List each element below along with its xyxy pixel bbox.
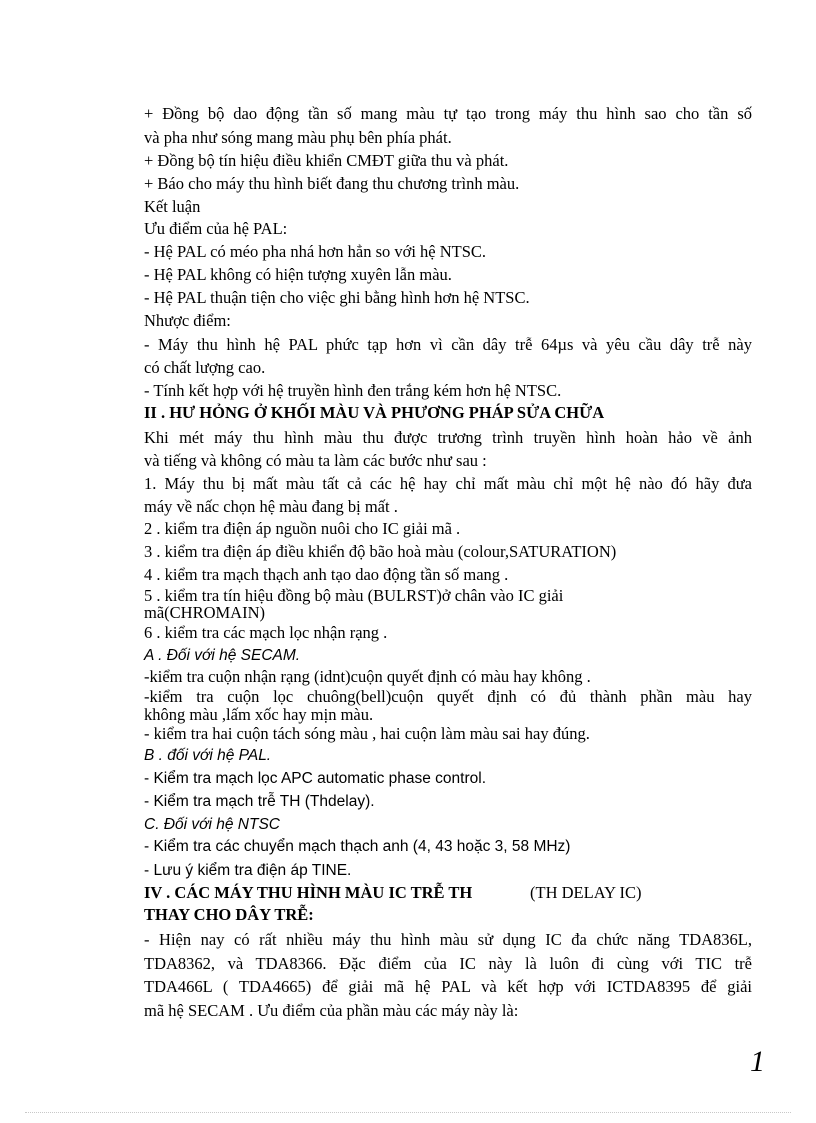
text-line: - Hệ PAL không có hiện tượng xuyên lẫn màu. [144, 265, 452, 284]
text-line: 5 . kiểm tra tín hiệu đồng bộ màu (BULRST)ở chân vào IC giải [144, 586, 564, 605]
text-line: máy về nấc chọn hệ màu đang bị mất . [144, 497, 398, 516]
text-line: TDA8362, và TDA8366. Đặc điểm của IC này là luôn đi cùng với TIC trễ [144, 954, 752, 973]
text-line: - Kiểm tra mạch trễ TH (Thdelay). [144, 793, 375, 810]
text-line: - Kiểm tra các chuyển mạch thạch anh (4, 43 hoặc 3, 58 MHz) [144, 838, 571, 855]
text-line: - Hiện nay có rất nhiều máy thu hình màu sử dụng IC đa chức năng TDA836L, [144, 930, 752, 949]
text-line: Ưu điểm của hệ PAL: [144, 219, 288, 238]
text-line: - Kiểm tra mạch lọc APC automatic phase control. [144, 770, 487, 787]
text-line: - kiểm tra hai cuộn tách sóng màu , hai cuộn làm màu sai hay đúng. [144, 724, 590, 743]
footer-rule [25, 1112, 791, 1113]
section-heading-suffix: (TH DELAY IC) [530, 883, 642, 902]
text-line: - Lưu ý kiểm tra điện áp TINE. [144, 862, 352, 879]
text-line: TDA466L ( TDA4665) để giải mã hệ PAL và kết hợp với ICTDA8395 để giải [144, 977, 752, 996]
text-line: mã hệ SECAM . Ưu điểm của phần màu các máy này là: [144, 1001, 519, 1020]
text-line: Kết luận [144, 197, 201, 216]
text-line: không màu ,lấm xốc hay mịn màu. [144, 705, 374, 724]
subheading: C. Đối với hệ NTSC [144, 816, 280, 833]
text-line: -kiểm tra cuộn lọc chuông(bell)cuộn quyết định có đủ thành phần màu hay [144, 687, 752, 706]
text-line: - Máy thu hình hệ PAL phức tạp hơn vì cần dây trễ 64µs và yêu cầu dây trễ này [144, 335, 752, 354]
text-line: - Hệ PAL có méo pha nhá hơn hẳn so với hệ NTSC. [144, 242, 487, 261]
text-line: - Tính kết hợp với hệ truyền hình đen trắng kém hơn hệ NTSC. [144, 381, 562, 400]
text-line: 1. Máy thu bị mất màu tất cả các hệ hay chỉ mất màu chỉ một hệ nào đó hãy đưa [144, 474, 752, 493]
section-heading: IV . CÁC MÁY THU HÌNH MÀU IC TRỄ TH [144, 883, 473, 902]
text-line: -kiểm tra cuộn nhận rạng (idnt)cuộn quyết định có màu hay không . [144, 667, 591, 686]
text-line: có chất lượng cao. [144, 358, 266, 377]
text-line: 2 . kiểm tra điện áp nguồn nuôi cho IC giải mã . [144, 519, 461, 538]
text-line: + Báo cho máy thu hình biết đang thu chương trình màu. [144, 174, 520, 193]
text-line: 6 . kiểm tra các mạch lọc nhận rạng . [144, 623, 388, 642]
text-line: + Đồng bộ tín hiệu điều khiển CMĐT giữa thu và phát. [144, 151, 509, 170]
subheading: A . Đối với hệ SECAM. [144, 647, 301, 664]
section-heading: THAY CHO DÂY TRỄ: [144, 905, 314, 924]
subheading: B . đối với hệ PAL. [144, 747, 272, 764]
text-line: Khi mét máy thu hình màu thu được trương trình truyền hình hoàn hảo về ảnh [144, 428, 752, 447]
text-line: Nhược điểm: [144, 311, 231, 330]
text-line: + Đồng bộ dao động tần số mang màu tự tạo trong máy thu hình sao cho tần số [144, 104, 752, 123]
page-number: 1 [750, 1045, 765, 1078]
text-line: mã(CHROMAIN) [144, 603, 265, 622]
text-line: 3 . kiểm tra điện áp điều khiển độ bão hoà màu (colour,SATURATION) [144, 542, 617, 561]
section-heading: II . HƯ HỎNG Ở KHỐI MÀU VÀ PHƯƠNG PHÁP SỬA CHỮA [144, 403, 605, 422]
text-line: và pha như sóng mang màu phụ bên phía phát. [144, 128, 452, 147]
text-line: và tiếng và không có màu ta làm các bước như sau : [144, 451, 487, 470]
text-line: 4 . kiểm tra mạch thạch anh tạo dao động tần số mang . [144, 565, 509, 584]
text-line: - Hệ PAL thuận tiện cho việc ghi bằng hình hơn hệ NTSC. [144, 288, 530, 307]
